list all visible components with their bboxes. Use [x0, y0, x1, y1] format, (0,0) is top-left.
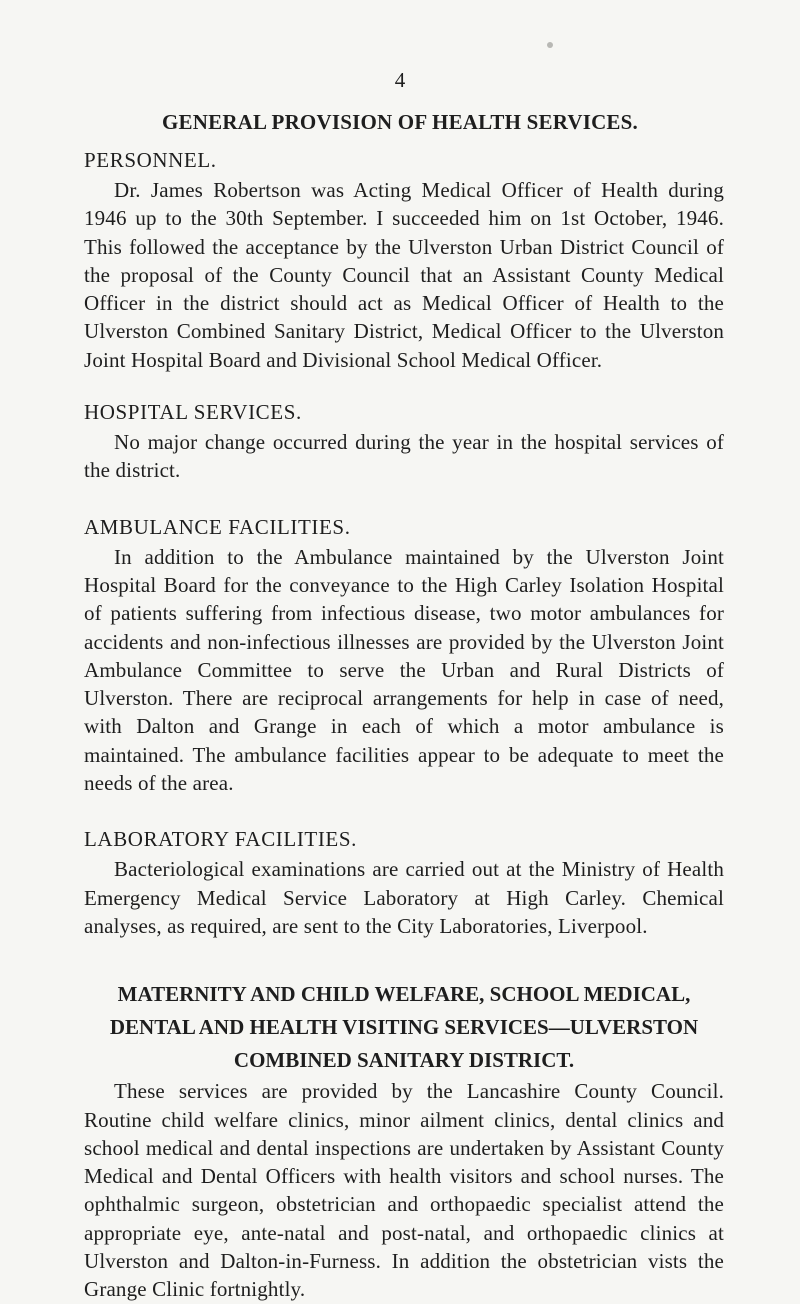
section-heading: HOSPITAL SERVICES.: [84, 400, 302, 425]
maternity-heading-line-1: MATERNITY AND CHILD WELFARE, SCHOOL MEDICAL,: [117, 982, 691, 1007]
section-ambulance-facilities: [84, 511, 724, 798]
section-heading: AMBULANCE FACILITIES.: [84, 514, 351, 539]
section-paragraph: No major change occurred during the year in the hospital services of the district.: [84, 430, 724, 483]
section-hospital-services: [84, 396, 724, 485]
section-maternity-child-welfare: [84, 978, 724, 1303]
section-laboratory-facilities: [84, 823, 724, 940]
paper-speck: [547, 42, 553, 48]
document-body: [84, 144, 724, 1304]
maternity-heading-line-2: DENTAL AND HEALTH VISITING SERVICES—ULVERSTON: [109, 1015, 699, 1040]
section-paragraph: These services are provided by the Lancashire County Council. Routine child welfare clinics, minor ailment clinics, dental clinics and school medical and dental inspections are undertaken by Assistant County Medical and Dental Officers with health visitors and school nurses. The ophthalmic surgeon, obstetrician and orthopaedic specialist attend the appropriate eye, ante-natal and post-natal, and orthopaedic clinics at Ulverston and Dalton-in-Furness. In addition the obstetrician vists the Grange Clinic fortnightly.: [84, 1079, 724, 1302]
section-paragraph: Bacteriological examinations are carried out at the Ministry of Health Emergency Medical Service Laboratory at High Carley. Chemical analyses, as required, are sent to the City Laboratories, Liverpool.: [84, 857, 724, 938]
section-paragraph: Dr. James Robertson was Acting Medical Officer of Health during 1946 up to the 30th September. I succeeded him on 1st October, 1946. This followed the acceptance by the Ulverston Urban District Council of the proposal of the County Council that an Assistant County Medical Officer in the district should act as Medical Officer of Health to the Ulverston Combined Sanitary District, Medical Officer to the Ulverston Joint Hospital Board and Divisional School Medical Officer.: [84, 178, 724, 372]
maternity-heading-line-3: COMBINED SANITARY DISTRICT.: [233, 1048, 575, 1073]
section-personnel: [84, 144, 724, 374]
section-heading: PERSONNEL.: [84, 148, 217, 172]
page-title: GENERAL PROVISION OF HEALTH SERVICES.: [162, 110, 638, 134]
page-number: 4: [394, 68, 406, 92]
section-paragraph: In addition to the Ambulance maintained by the Ulverston Joint Hospital Board for the conveyance to the High Carley Isolation Hospital of patients suffering from infectious disease, two motor ambulances for accidents and non-infectious illnesses are provided by the Ulverston Joint Ambulance Committee to serve the Urban and Rural Districts of Ulverston. There are reciprocal arrangements for help in case of need, with Dalton and Grange in each of which a motor ambulance is maintained. The ambulance facilities appear to be adequate to meet the needs of the area.: [84, 544, 724, 796]
section-heading: LABORATORY FACILITIES.: [84, 827, 357, 852]
